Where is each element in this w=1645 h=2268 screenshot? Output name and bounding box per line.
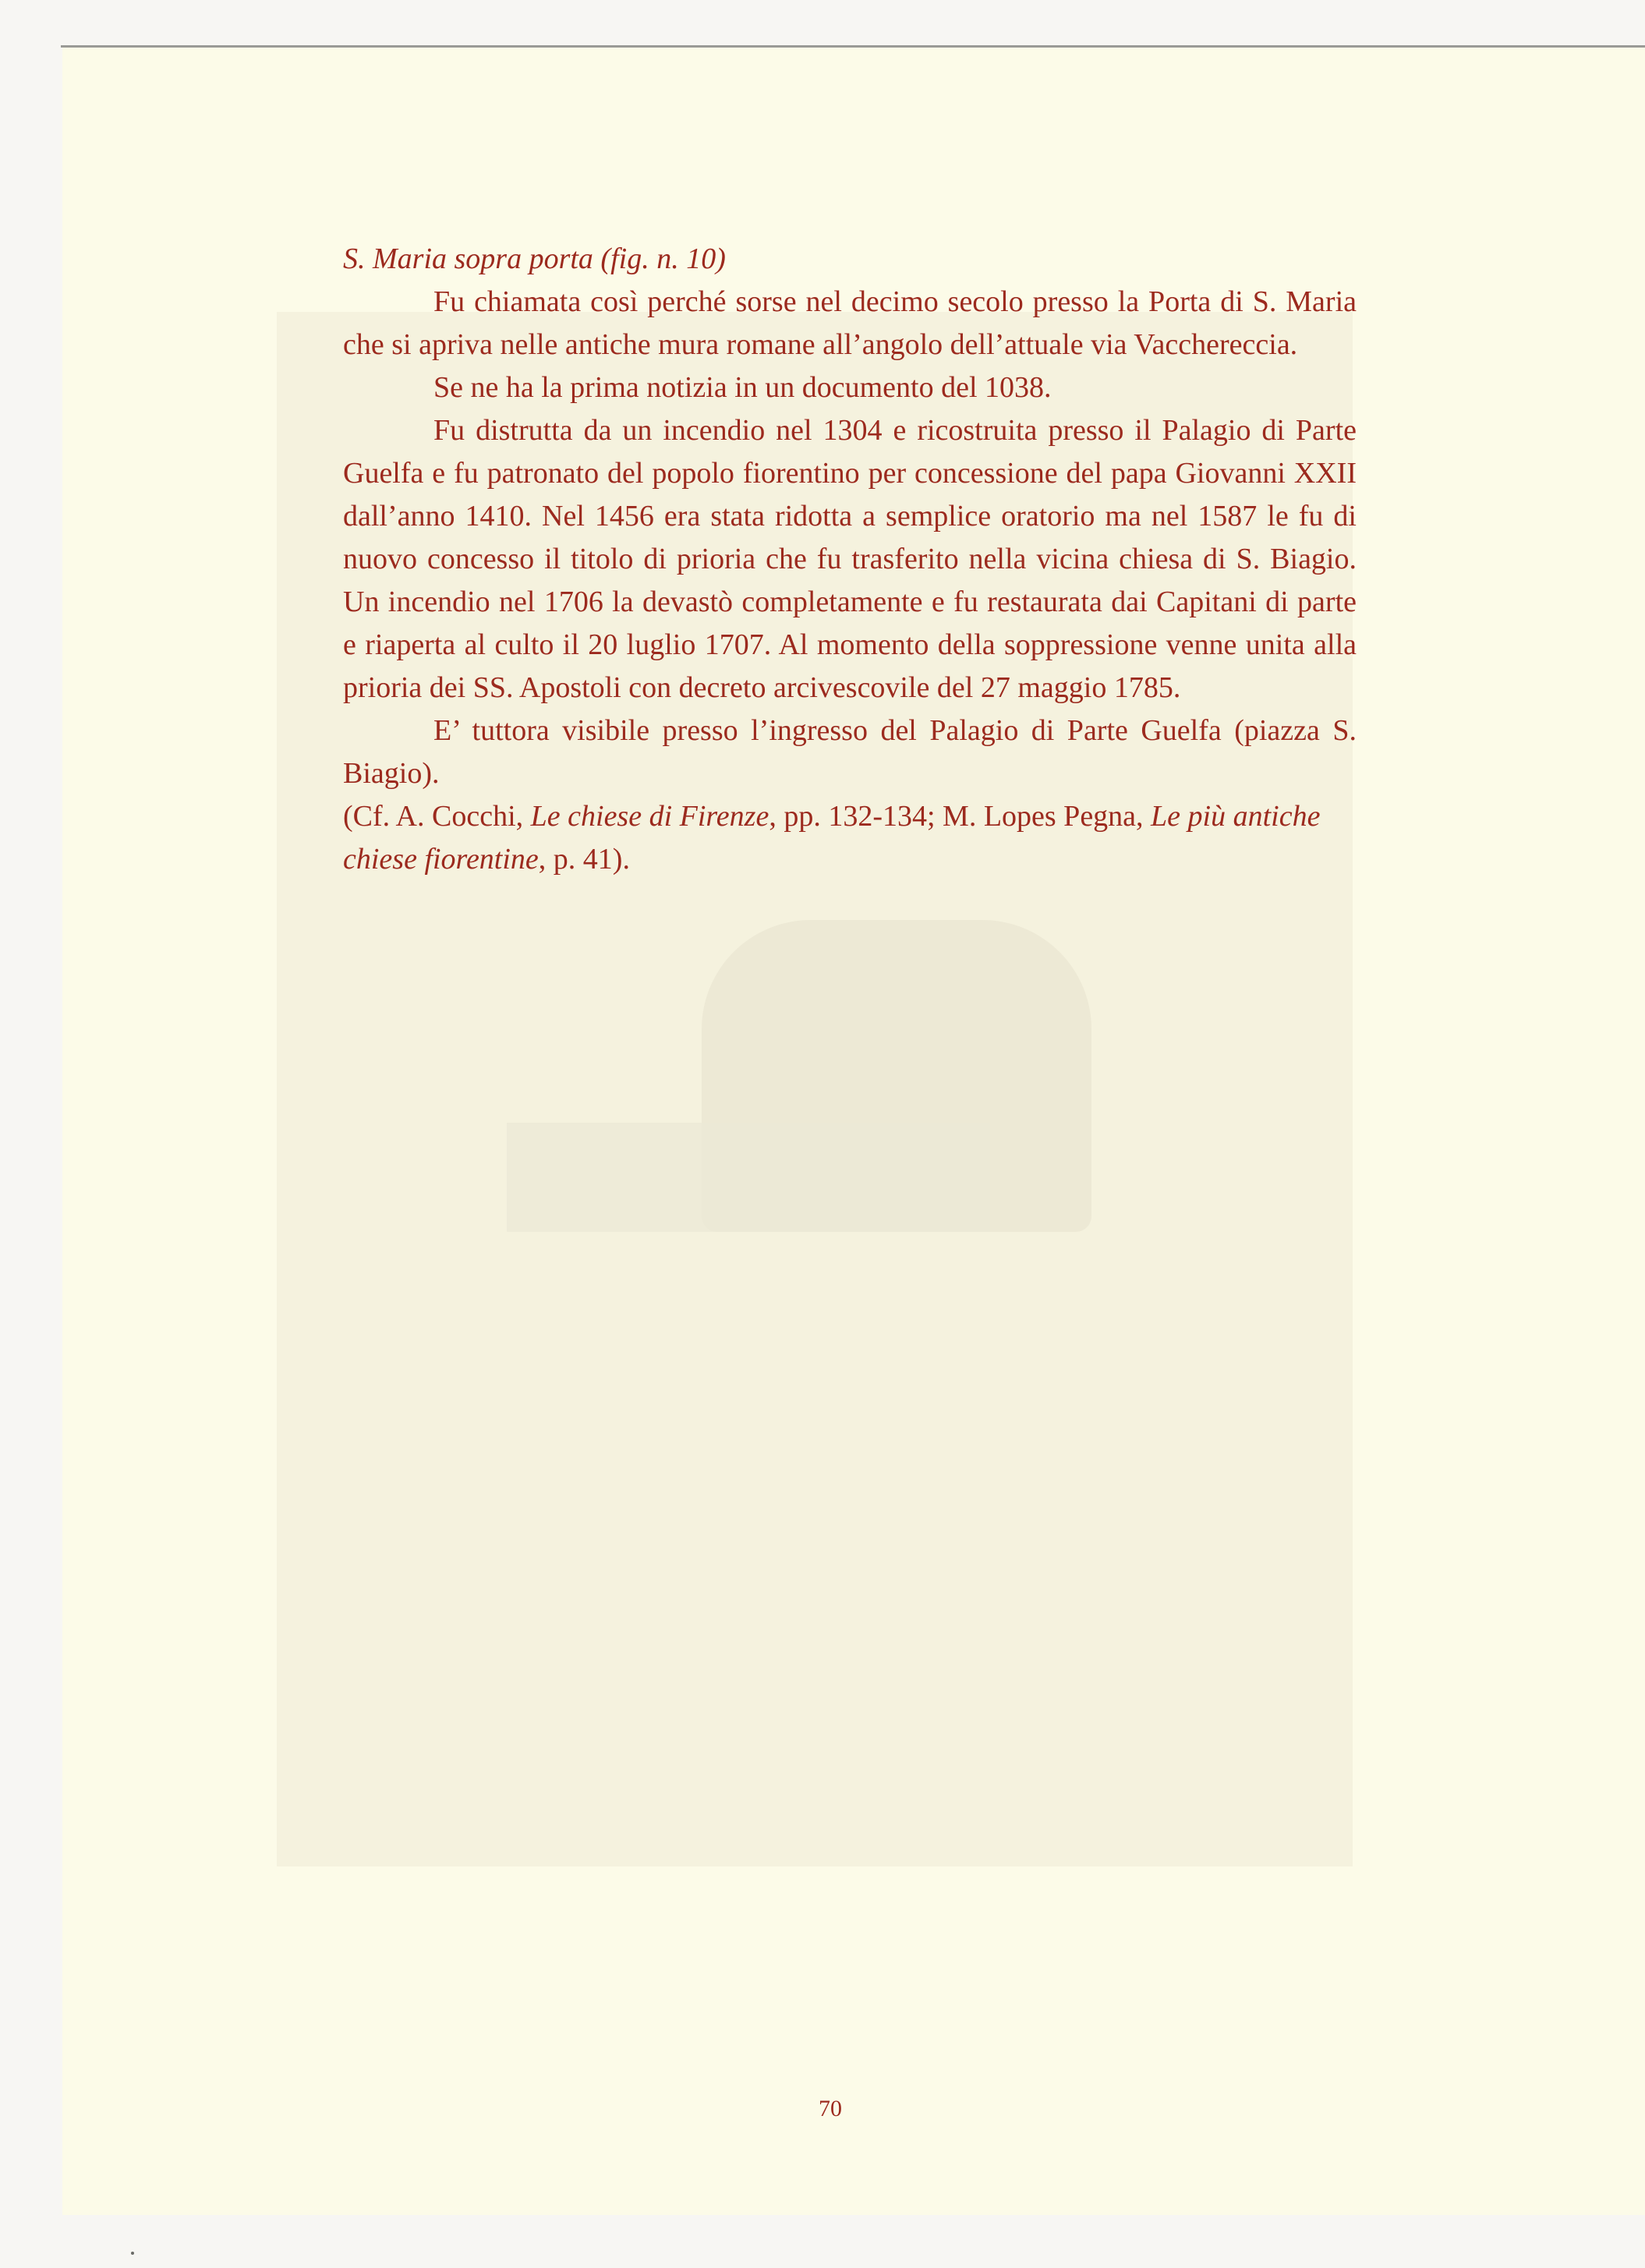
- reference-middle: , pp. 132-134; M. Lopes Pegna,: [769, 800, 1152, 833]
- reference-prefix: (Cf. A. Cocchi,: [343, 800, 531, 833]
- page-number: 70: [819, 2096, 842, 2121]
- scan-speck: [131, 2252, 134, 2255]
- paragraph: Se ne ha la prima notizia in un documento del 1038.: [433, 371, 1052, 404]
- bibliographic-reference: [343, 795, 1357, 881]
- reference-suffix: , p. 41).: [538, 843, 630, 876]
- section-heading: S. Maria sopra porta (fig. n. 10): [343, 242, 726, 275]
- reference-title-cocchi: Le chiese di Firenze: [530, 800, 769, 833]
- paragraph: Fu distrutta da un incendio nel 1304 e ricostruita presso il Palagio di Parte Guelfa e fu patronato del popolo fiorentino per concessione del papa Giovanni XXII dall’anno 1410. Nel 1456 era stata ridotta a semplice oratorio ma nel 1587 le fu di nuovo concesso il titolo di prioria che fu trasferito nella vicina chiesa di S. Biagio. Un incendio nel 1706 la devastò completamente e fu restaurata dai Capitani di parte e riaperta al culto il 20 luglio 1707. Al momento della soppressione venne unita alla prioria dei SS. Apostoli con decreto arcivescovile del 27 maggio 1785.: [343, 414, 1357, 704]
- paragraph: E’ tuttora visibile presso l’ingresso del Palagio di Parte Guelfa (piazza S. Biagio).: [343, 714, 1357, 790]
- reference-title-pegna: Le più antiche chiese fiorentine: [343, 800, 1321, 876]
- body-text: [343, 238, 1357, 881]
- show-through-base: [507, 1123, 990, 1232]
- paragraph: Fu chiamata così perché sorse nel decimo secolo presso la Porta di S. Maria che si apriva nelle antiche mura romane all’angolo dell’attuale via Vacchereccia.: [343, 285, 1357, 361]
